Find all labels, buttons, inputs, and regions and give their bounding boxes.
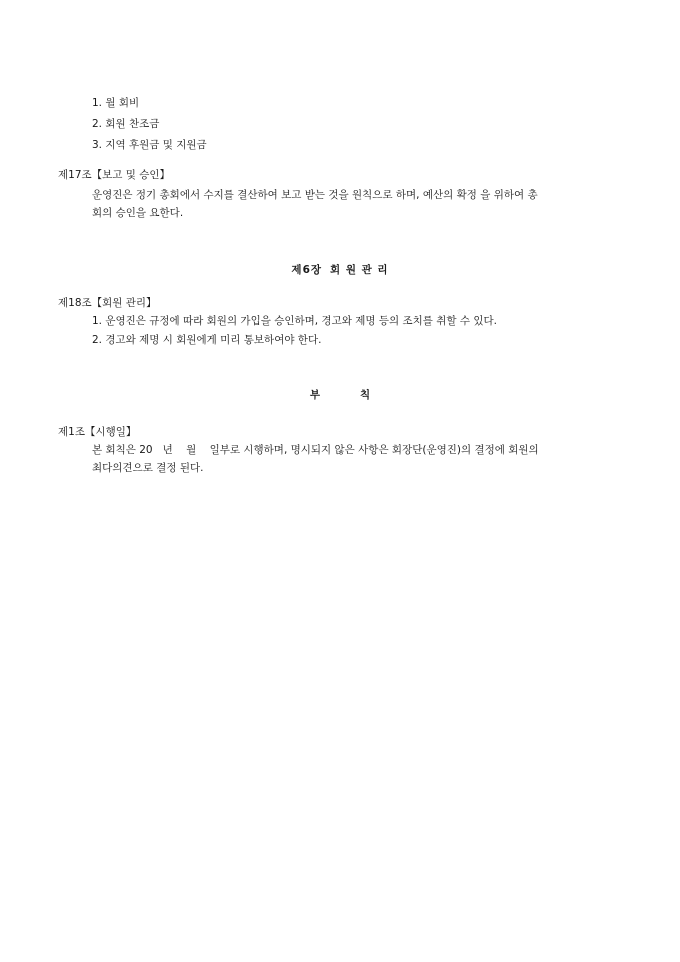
chapter-6-title	[0, 262, 680, 277]
list-item: 1. 운영진은 규정에 따라 회원의 가입을 승인하며, 경고와 제명 등의 조치를 취할 수 있다.	[92, 315, 497, 327]
article-1-body	[92, 441, 622, 477]
article-1-line-1: 본 회칙은 20 년 월 일부로 시행하며, 명시되지 않은 사항은 회장단(운영진)의 결정에 회원의	[92, 444, 539, 456]
revenue-source-list	[92, 93, 207, 156]
appendix-title	[0, 387, 680, 402]
article-18-list	[92, 312, 497, 350]
article-17-line-1: 운영진은 정기 총회에서 수지를 결산하여 보고 받는 것을 원칙으로 하며, 예산의 확정 을 위하여 총	[92, 189, 538, 201]
list-item: 1. 월 회비	[92, 97, 140, 109]
appendix-char-2: 칙	[360, 389, 371, 401]
appendix-char-1: 부	[309, 389, 320, 401]
list-item: 3. 지역 후원금 및 지원금	[92, 139, 207, 151]
article-17-heading: 제17조【보고 및 승인】	[58, 169, 171, 181]
article-17-body	[92, 186, 622, 222]
article-18-heading: 제18조【회원 관리】	[58, 297, 157, 309]
chapter-6-name: 회 원 관 리	[330, 264, 389, 276]
list-item: 2. 경고와 제명 시 회원에게 미리 통보하여야 한다.	[92, 334, 322, 346]
article-1-heading: 제1조【시행일】	[58, 426, 137, 438]
article-1-line-2: 최다의견으로 결정 된다.	[92, 462, 204, 474]
list-item: 2. 회원 찬조금	[92, 118, 160, 130]
chapter-6-prefix: 제6장	[291, 264, 323, 276]
article-17-line-2: 회의 승인을 요한다.	[92, 207, 184, 219]
